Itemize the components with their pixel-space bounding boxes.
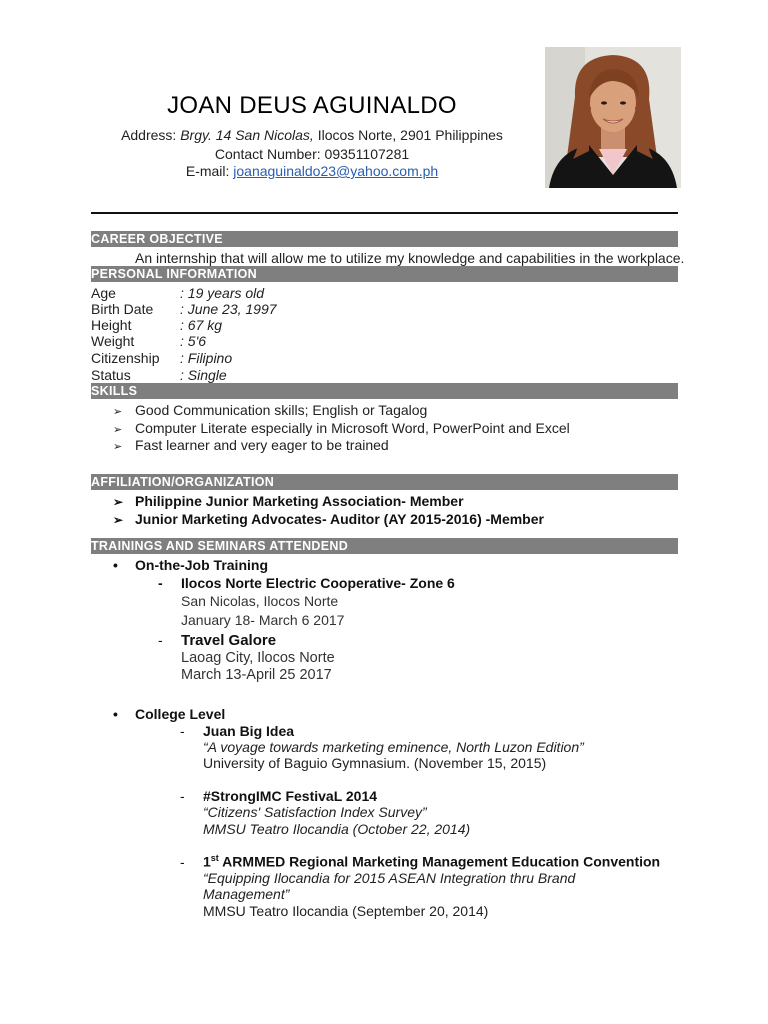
arrow-bullet-icon: ➢ [113, 513, 124, 527]
skill-item: ➢ Good Communication skills; English or Tagalog [113, 402, 428, 418]
seminar-venue: University of Baguio Gymnasium. (November 15, 2015) [203, 755, 547, 771]
dash-icon: - [180, 788, 185, 804]
email-line: E-mail: joanaguinaldo23@yahoo.com.ph [185, 163, 439, 179]
seminar-title: - 1st ARMMED Regional Marketing Management Education Convention [180, 853, 661, 870]
section-career-objective: CAREER OBJECTIVE [91, 231, 678, 247]
seminar-venue: MMSU Teatro Ilocandia (October 22, 2014) [203, 821, 471, 837]
affiliation-item: ➢ Junior Marketing Advocates- Auditor (AY 2015-2016) -Member [113, 511, 544, 527]
applicant-name: JOAN DEUS AGUINALDO [167, 92, 457, 119]
personal-row-citizenship: Citizenship : Filipino [91, 350, 233, 366]
applicant-photo [545, 47, 681, 188]
section-affiliation: AFFILIATION/ORGANIZATION [91, 474, 678, 490]
training-category-ojt: • On-the-Job Training [113, 557, 268, 573]
seminar-title: - Juan Big Idea [180, 723, 295, 739]
training-item-place: Laoag City, Ilocos Norte [181, 650, 335, 666]
training-item-date: January 18- March 6 2017 [181, 612, 345, 628]
seminar-venue: MMSU Teatro Ilocandia (September 20, 2014) [203, 903, 489, 919]
email-link[interactable]: joanaguinaldo23@yahoo.com.ph [233, 163, 439, 179]
section-skills: SKILLS [91, 383, 678, 399]
arrow-bullet-icon: ➢ [113, 495, 124, 509]
training-item-title: - Ilocos Norte Electric Cooperative- Zone 6 [158, 575, 455, 591]
affiliation-item: ➢ Philippine Junior Marketing Association- Member [113, 493, 464, 509]
dash-icon: - [158, 575, 163, 591]
contact-number: Contact Number: 09351107281 [214, 146, 410, 162]
address-line: Address: Brgy. 14 San Nicolas, Ilocos Norte, 2901 Philippines [121, 127, 503, 143]
section-trainings: TRAININGS AND SEMINARS ATTENDEND [91, 538, 678, 554]
header-divider [91, 212, 678, 214]
arrow-bullet-icon: ➢ [113, 424, 123, 436]
training-category-college: • College Level [113, 706, 226, 722]
personal-row-status: Status : Single [91, 367, 227, 383]
training-item-title: - Travel Galore [158, 632, 277, 649]
personal-row-age: Age : 19 years old [91, 285, 265, 301]
dash-icon: - [180, 723, 185, 739]
dash-icon: - [180, 853, 185, 870]
seminar-theme: “Equipping Ilocandia for 2015 ASEAN Integration thru Brand [203, 870, 576, 886]
seminar-title: - #StrongIMC FestivaL 2014 [180, 788, 378, 804]
seminar-theme-continued: Management” [203, 886, 290, 902]
bullet-icon: • [113, 706, 118, 722]
skill-item: ➢ Computer Literate especially in Microsoft Word, PowerPoint and Excel [113, 420, 570, 436]
personal-row-weight: Weight : 5'6 [91, 333, 207, 349]
dash-icon: - [158, 632, 163, 648]
skill-item: ➢ Fast learner and very eager to be trained [113, 437, 389, 453]
personal-row-height: Height : 67 kg [91, 317, 223, 333]
arrow-bullet-icon: ➢ [113, 441, 123, 453]
training-item-date: March 13-April 25 2017 [181, 667, 332, 683]
personal-row-birth-date: Birth Date : June 23, 1997 [91, 301, 277, 317]
bullet-icon: • [113, 557, 118, 573]
objective-text: An internship that will allow me to utilize my knowledge and capabilities in the workplace. [135, 250, 685, 266]
section-personal-information: PERSONAL INFORMATION [91, 266, 678, 282]
seminar-theme: “A voyage towards marketing eminence, North Luzon Edition” [203, 739, 584, 755]
training-item-place: San Nicolas, Ilocos Norte [181, 593, 339, 609]
arrow-bullet-icon: ➢ [113, 406, 123, 418]
seminar-theme: “Citizens' Satisfaction Index Survey” [203, 804, 427, 820]
